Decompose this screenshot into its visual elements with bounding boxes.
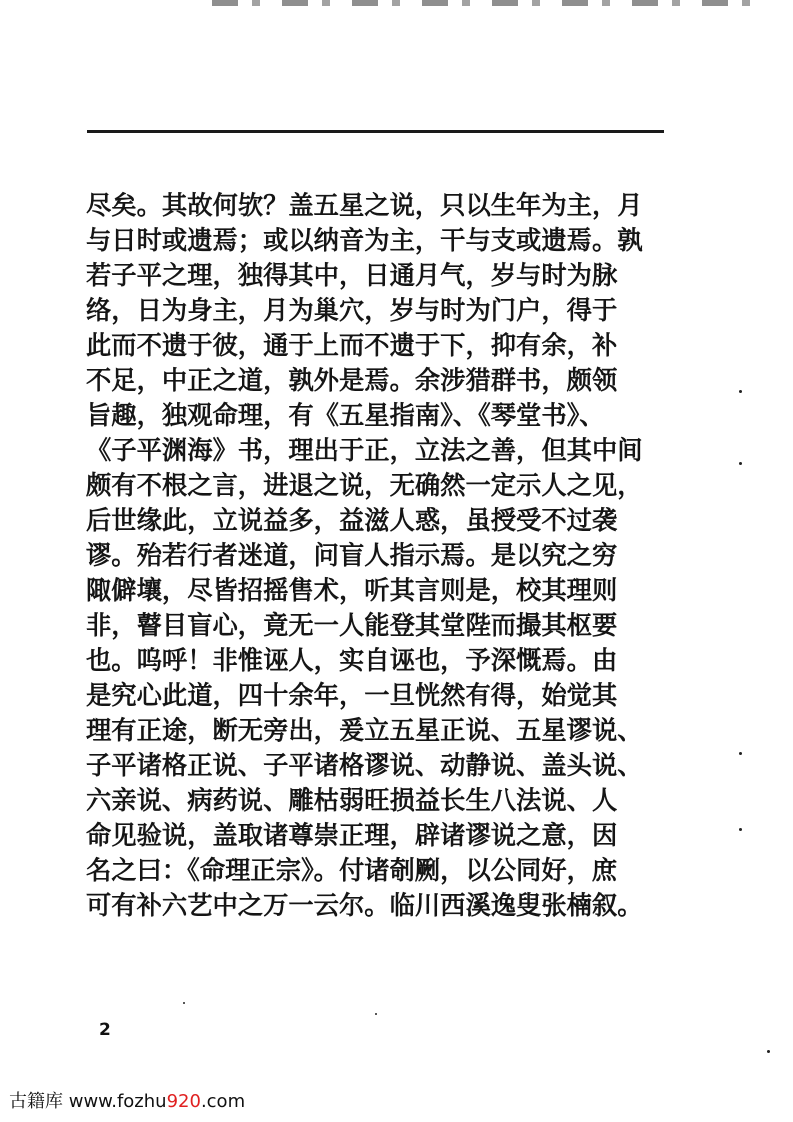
text-line: 与日时或遗焉；或以纳音为主，干与支或遗焉。孰: [86, 225, 643, 255]
text-line: 六亲说、病药说、雕枯弱旺损益长生八法说、人: [86, 785, 618, 815]
text-line: 命见验说，盖取诸尊崇正理，辟诸谬说之意，因: [86, 820, 618, 850]
text-line: 陬僻壤，尽皆招摇售术，听其言则是，校其理则: [86, 575, 618, 605]
body-text: [86, 188, 686, 923]
header-rule: [87, 130, 664, 133]
scan-speck: [375, 1013, 377, 1015]
url-accent: 920: [166, 1091, 201, 1112]
scan-top-edge: [212, 0, 752, 6]
page-number: 2: [99, 1020, 111, 1040]
text-line: 络，日为身主，月为巢穴，岁与时为门户，得于: [86, 295, 618, 325]
scan-speck: [767, 1050, 770, 1053]
scan-speck: [739, 752, 742, 755]
text-line: 可有补六艺中之万一云尔。临川西溪逸叟张楠叙。: [86, 890, 643, 920]
scan-speck: [739, 462, 742, 465]
text-line: 子平诸格正说、子平诸格谬说、动静说、盖头说、: [86, 750, 643, 780]
scan-speck: [183, 1002, 185, 1004]
text-line: 也。呜呼！非惟诬人，实自诬也，予深慨焉。由: [86, 645, 618, 675]
text-line: 谬。殆若行者迷道，问盲人指示焉。是以究之穷: [86, 540, 618, 570]
scan-speck: [739, 390, 742, 393]
text-line: 此而不遗于彼，通于上而不遗于下，抑有余，补: [86, 330, 618, 360]
text-line: 不足，中正之道，孰外是焉。余涉猎群书，颇领: [86, 365, 618, 395]
text-line: 后世缘此，立说益多，益滋人惑，虽授受不过袭: [86, 505, 618, 535]
text-line: 是究心此道，四十余年，一旦恍然有得，始觉其: [86, 680, 618, 710]
text-line: 非，瞽目盲心，竟无一人能登其堂陛而撮其枢要: [86, 610, 618, 640]
url-prefix: www.fozhu: [63, 1091, 167, 1112]
text-line: 旨趣，独观命理，有《五星指南》、《琴堂书》、: [86, 400, 605, 430]
text-line: 名之曰：《命理正宗》。付诸剞劂，以公同好，庶: [86, 855, 618, 885]
text-line: 《子平渊海》书，理出于正，立法之善，但其中间: [86, 435, 643, 465]
url-suffix: .com: [200, 1091, 246, 1112]
scan-speck: [739, 828, 742, 831]
text-line: 尽矣。其故何欤？盖五星之说，只以生年为主，月: [86, 190, 643, 220]
text-line: 理有正途，断无旁出，爰立五星正说、五星谬说、: [86, 715, 643, 745]
text-line: 颇有不根之言，进退之说，无确然一定示人之见，: [86, 470, 643, 500]
text-line: 若子平之理，独得其中，日通月气，岁与时为脉: [86, 260, 618, 290]
site-name: 古籍库: [9, 1091, 63, 1112]
watermark-footer: [9, 1087, 245, 1113]
